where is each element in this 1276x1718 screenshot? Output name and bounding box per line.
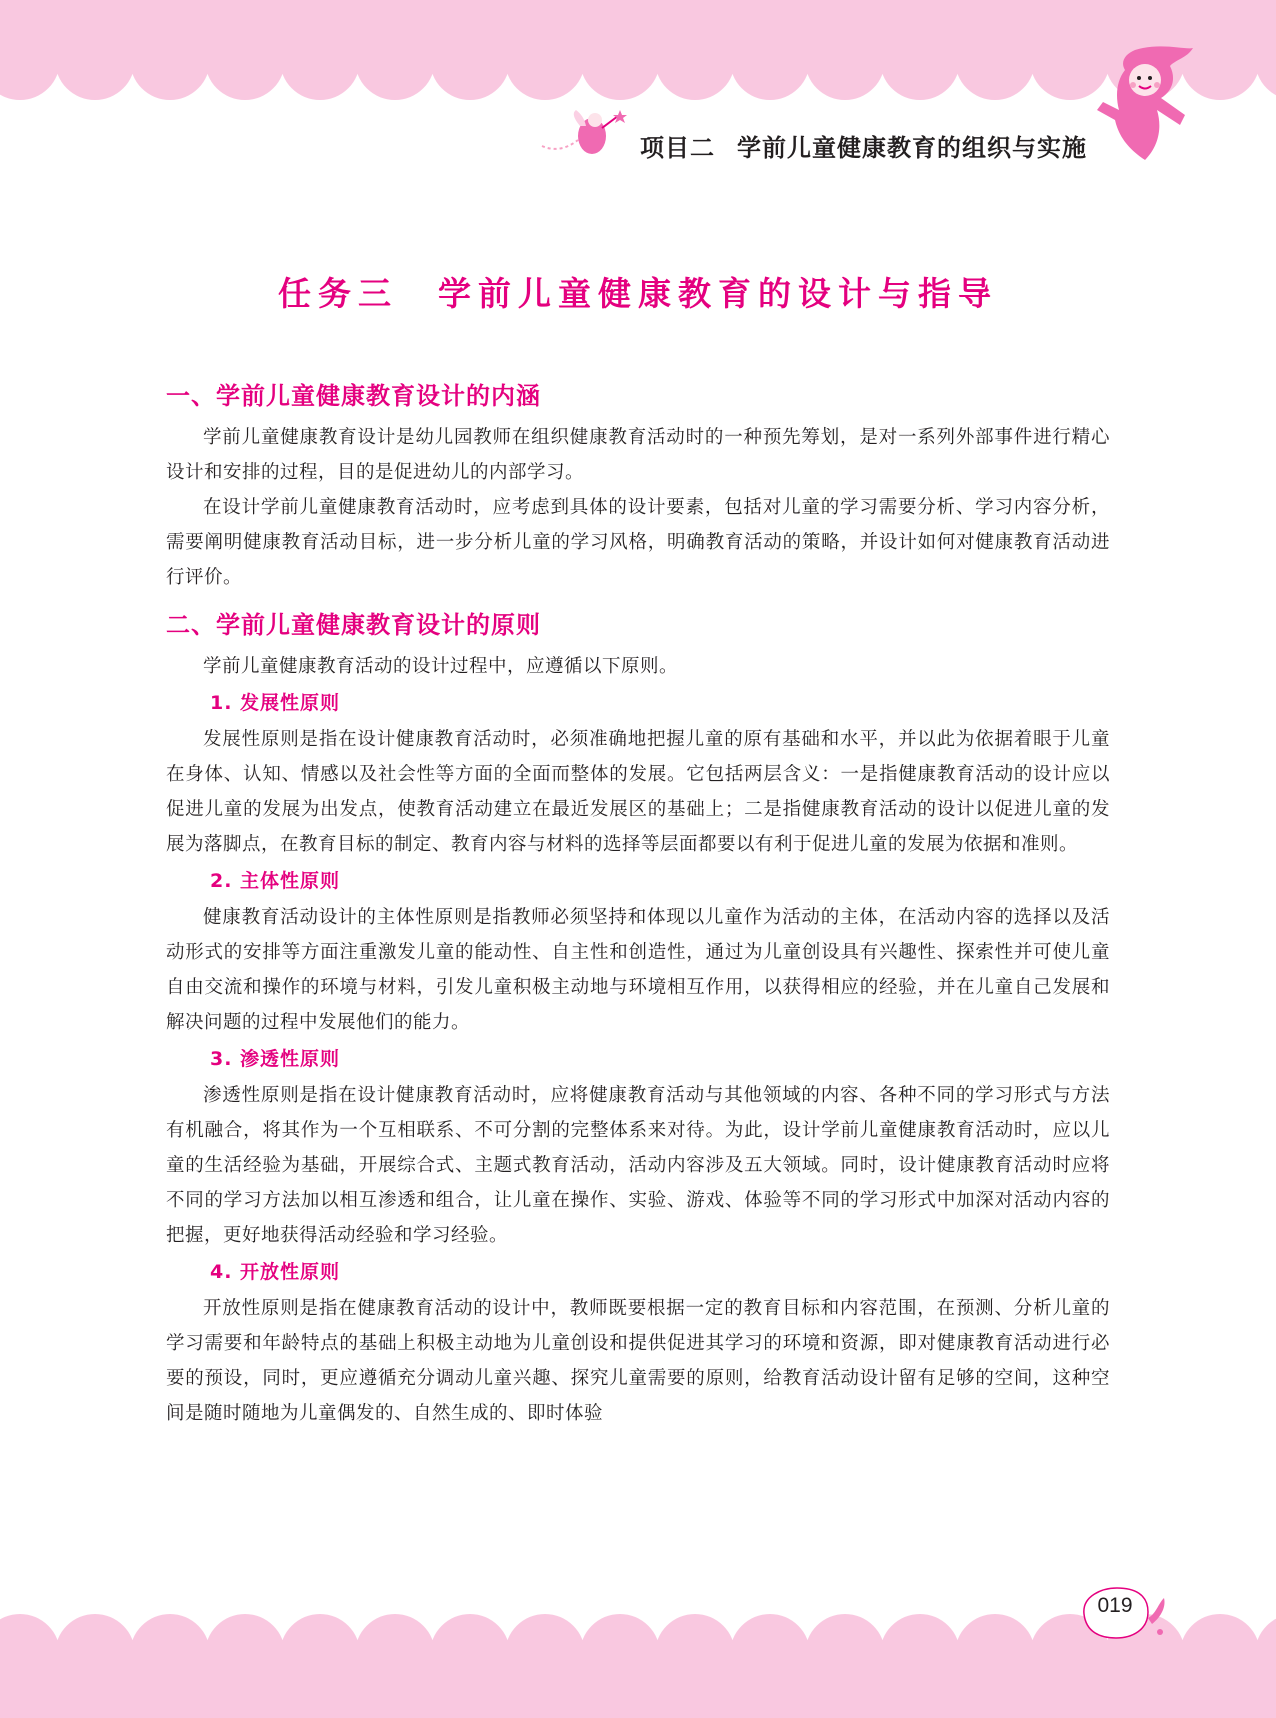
girl-icon bbox=[1075, 40, 1205, 170]
section-connotation bbox=[166, 376, 1110, 595]
principle-heading: 4. 开放性原则 bbox=[210, 1261, 341, 1283]
principle-text: 开放性原则是指在健康教育活动的设计中，教师既要根据一定的教育目标和内容范围，在预测、分析儿童的学习需要和年龄特点的基础上积极主动地为儿童创设和提供促进其学习的环境和资源，即对健康教育活动进行必要的预设，同时，更应遵循充分调动儿童兴趣、探究儿童需要的原则，给教育活动设计留有足够的空间，这种空间是随时随地为儿童偶发的、自然生成的、即时体验 bbox=[166, 1298, 1110, 1424]
section-heading: 一、学前儿童健康教育设计的内涵 bbox=[166, 382, 541, 410]
principle-text: 渗透性原则是指在设计健康教育活动时，应将健康教育活动与其他领域的内容、各种不同的学习形式与方法有机融合，将其作为一个互相联系、不可分割的完整体系来对待。为此，设计学前儿童健康教育活动时，应以儿童的生活经验为基础，开展综合式、主题式教育活动，活动内容涉及五大领域。同时，设计健康教育活动时应将不同的学习方法加以相互渗透和组合，让儿童在操作、实验、游戏、体验等不同的学习形式中加深对活动内容的把握，更好地获得活动经验和学习经验。 bbox=[166, 1085, 1110, 1246]
header-title: 学前儿童健康教育的组织与实施 bbox=[737, 134, 1087, 162]
running-header bbox=[640, 128, 1087, 163]
section-intro: 学前儿童健康教育活动的设计过程中，应遵循以下原则。 bbox=[203, 656, 679, 677]
principle-heading: 2. 主体性原则 bbox=[210, 870, 341, 892]
task-label: 任务三 bbox=[278, 274, 398, 313]
principle-heading: 3. 渗透性原则 bbox=[210, 1048, 341, 1070]
task-title-text: 学前儿童健康教育的设计与指导 bbox=[438, 274, 998, 313]
paragraph: 在设计学前儿童健康教育活动时，应考虑到具体的设计要素，包括对儿童的学习需要分析、学习内容分析，需要阐明健康教育活动目标，进一步分析儿童的学习风格，明确教育活动的策略，并设计如何对健康教育活动进行评价。 bbox=[166, 497, 1110, 588]
paragraph: 学前儿童健康教育设计是幼儿园教师在组织健康教育活动时的一种预先筹划，是对一系列外部事件进行精心设计和安排的过程，目的是促进幼儿的内部学习。 bbox=[166, 427, 1110, 483]
principle-heading: 1. 发展性原则 bbox=[210, 692, 341, 714]
main-content bbox=[166, 376, 1110, 1431]
principle-text: 发展性原则是指在设计健康教育活动时，必须准确地把握儿童的原有基础和水平，并以此为依据着眼于儿童在身体、认知、情感以及社会性等方面的全面而整体的发展。它包括两层含义：一是指健康教育活动的设计应以促进儿童的发展为出发点，使教育活动建立在最近发展区的基础上；二是指健康教育活动的设计以促进儿童的发展为落脚点，在教育目标的制定、教育内容与材料的选择等层面都要以有利于促进儿童的发展为依据和准则。 bbox=[166, 729, 1110, 855]
section-principles bbox=[166, 605, 1110, 1431]
fairy-icon bbox=[540, 106, 635, 166]
principle-text: 健康教育活动设计的主体性原则是指教师必须坚持和体现以儿童作为活动的主体，在活动内容的选择以及活动形式的安排等方面注重激发儿童的能动性、自主性和创造性，通过为儿童创设具有兴趣性、探索性并可使儿童自由交流和操作的环境与材料，引发儿童积极主动地与环境相互作用，以获得相应的经验，并在儿童自己发展和解决问题的过程中发展他们的能力。 bbox=[166, 907, 1110, 1033]
section-heading: 二、学前儿童健康教育设计的原则 bbox=[166, 611, 541, 639]
page-number: 019 bbox=[1097, 1594, 1133, 1617]
header-project-label: 项目二 bbox=[640, 134, 715, 162]
task-title bbox=[0, 268, 1276, 315]
